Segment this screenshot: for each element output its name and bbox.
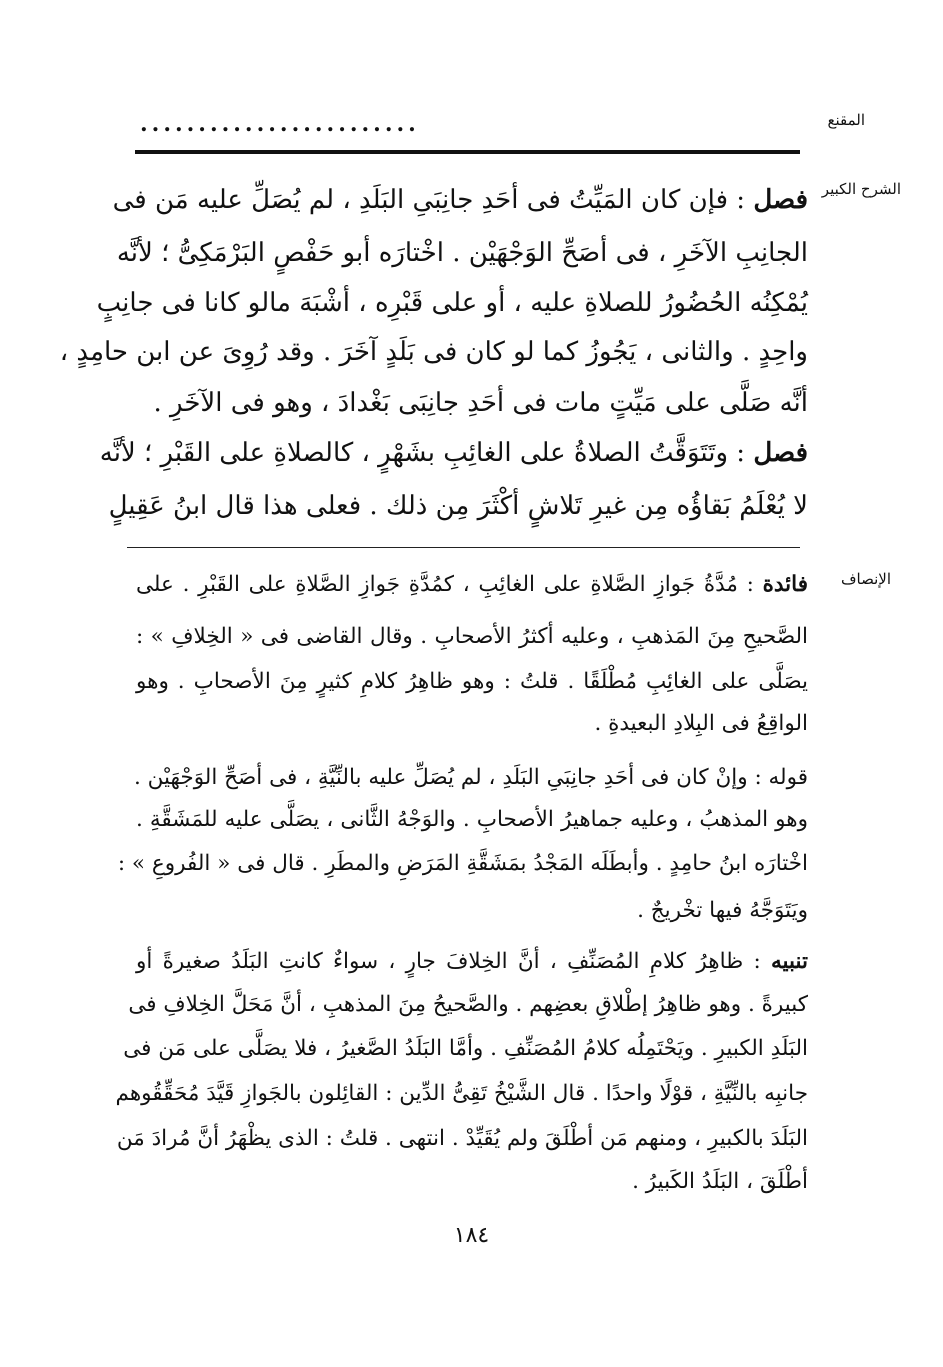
section-divider bbox=[127, 547, 800, 548]
insaf-line: جانبِه بالنِّيَّةِ ، قوْلًا واحدًا . قال الشَّيْخُ تَقِىُّ الدِّين : القائِلون بالجَوازِ قَيَّدَ مُحَقِّقُوهم bbox=[115, 1081, 808, 1106]
sharh-line: فصل : وتَتَوَقَّتُ الصلاةُ على الغائِبِ بشَهْرٍ ، كالصلاةِ على القَبْرِ ؛ لأنَّه bbox=[99, 438, 808, 468]
sharh-line: أنَّه صَلَّى على مَيِّتٍ مات فى أحَدِ جانِبَى بَغْدادَ ، وهو فى الآخَرِ . bbox=[153, 388, 808, 418]
insaf-line: تنبيه : ظاهِرُ كلامِ المُصَنِّفِ ، أنَّ الخِلافَ جارٍ ، سواءٌ كانتِ البَلَدُ صغيرةً أو bbox=[136, 949, 808, 974]
sharh-line: واحِدٍ . والثانى ، يَجُوزُ كما لو كان فى بَلَدٍ آخَرَ . وقد رُوِىَ عن ابن حامِدٍ ، bbox=[59, 337, 808, 367]
insaf-line: كبيرةً . وهو ظاهِرُ إطْلاقِ بعضِهم . والصَّحيحُ مِنَ المذهبِ ، أنَّ مَحَلَّ الخِلافِ فى bbox=[128, 992, 808, 1017]
insaf-section-label: الإنصاف bbox=[840, 570, 891, 588]
running-title: المقنع bbox=[827, 111, 865, 129]
sharh-line: الجانِبِ الآخَرِ ، فى أصَحِّ الوَجْهَيْن . اخْتارَه أبو حَفْصٍ البَرْمَكِىُّ ؛ لأنَّه bbox=[116, 238, 808, 268]
section-keyword: فائدة bbox=[762, 572, 808, 597]
insaf-line: ويَتَوَجَّهُ فيها تخْريجٌ . bbox=[637, 898, 808, 923]
sharh-line: لا يُعْلَمُ بَقاؤُه مِن غيرِ تَلاشٍ أكْثَرَ مِن ذلك . فعلى هذا قال ابنُ عَقِيلٍ bbox=[108, 491, 808, 521]
insaf-line: فائدة : مُدَّةُ جَوازِ الصَّلاةِ على الغائِبِ ، كمُدَّةِ جَوازِ الصَّلاةِ على القَبْرِ . على bbox=[136, 572, 808, 597]
page-number: ١٨٤ bbox=[453, 1223, 490, 1248]
sharh-section-label: الشرح الكبير bbox=[821, 180, 901, 198]
header-dotted-leader: ........................ bbox=[140, 111, 420, 137]
insaf-line: أطْلَقَ ، البَلَدُ الكَبيرُ . bbox=[632, 1169, 808, 1194]
insaf-line: قوله : وإنْ كان فى أحَدِ جانِبَىِ البَلَدِ ، لم يُصَلِّ عليه بالنِّيَّةِ ، فى أصَحِّ الوَجْهَيْن . bbox=[133, 765, 808, 790]
insaf-line: وهو المذهبُ ، وعليه جماهيرُ الأصحابِ . والوَجْهُ الثَّانى ، يصَلَّى عليه للمَشَقَّةِ . bbox=[136, 807, 808, 832]
insaf-line: الواقِعُ فى البِلادِ البعيدةِ . bbox=[594, 711, 808, 736]
section-keyword: فصل bbox=[753, 185, 808, 215]
section-keyword: تنبيه bbox=[771, 949, 808, 974]
sharh-line: يُمْكِنُه الحُضُورُ للصلاةِ عليه ، أو على قَبْرِه ، أشْبَهَ مالو كانا فى جانِبٍ bbox=[96, 288, 808, 318]
insaf-line: الصَّحيحِ مِنَ المَذهبِ ، وعليه أكثرُ الأصحابِ . وقال القاضى فى « الخِلافِ » : bbox=[136, 624, 808, 649]
section-keyword: فصل bbox=[753, 438, 808, 468]
insaf-line: البَلَدَ بالكبيرِ ، ومنهم مَن أطْلَقَ ولم يُقَيِّدْ . انتهى . قلتُ : الذى يظْهَرُ أنَّ مُرادَ مَن bbox=[116, 1126, 808, 1151]
sharh-line: فصل : فإن كان المَيِّتُ فى أحَدِ جانِبَىِ البَلَدِ ، لم يُصَلِّ عليه مَن فى bbox=[112, 185, 808, 215]
header-rule bbox=[135, 150, 800, 154]
insaf-line: البَلَدِ الكبيرِ . ويَحْتَمِلُه كلامُ المُصَنِّفِ . وأمَّا البَلَدُ الصَّغيرُ ، فلا يصَلَّى على مَن فى bbox=[123, 1036, 808, 1061]
insaf-line: يصَلَّى على الغائِبِ مُطْلَقًا . قلتُ : وهو ظاهِرُ كلامِ كثيرٍ مِنَ الأصحابِ . وهو bbox=[136, 669, 808, 694]
insaf-line: اخْتارَه ابنُ حامِدٍ . وأبطَلَه المَجْدُ بمَشَقَّةِ المَرَضِ والمطَرِ . قال فى « الفُروعِ » : bbox=[117, 851, 808, 876]
